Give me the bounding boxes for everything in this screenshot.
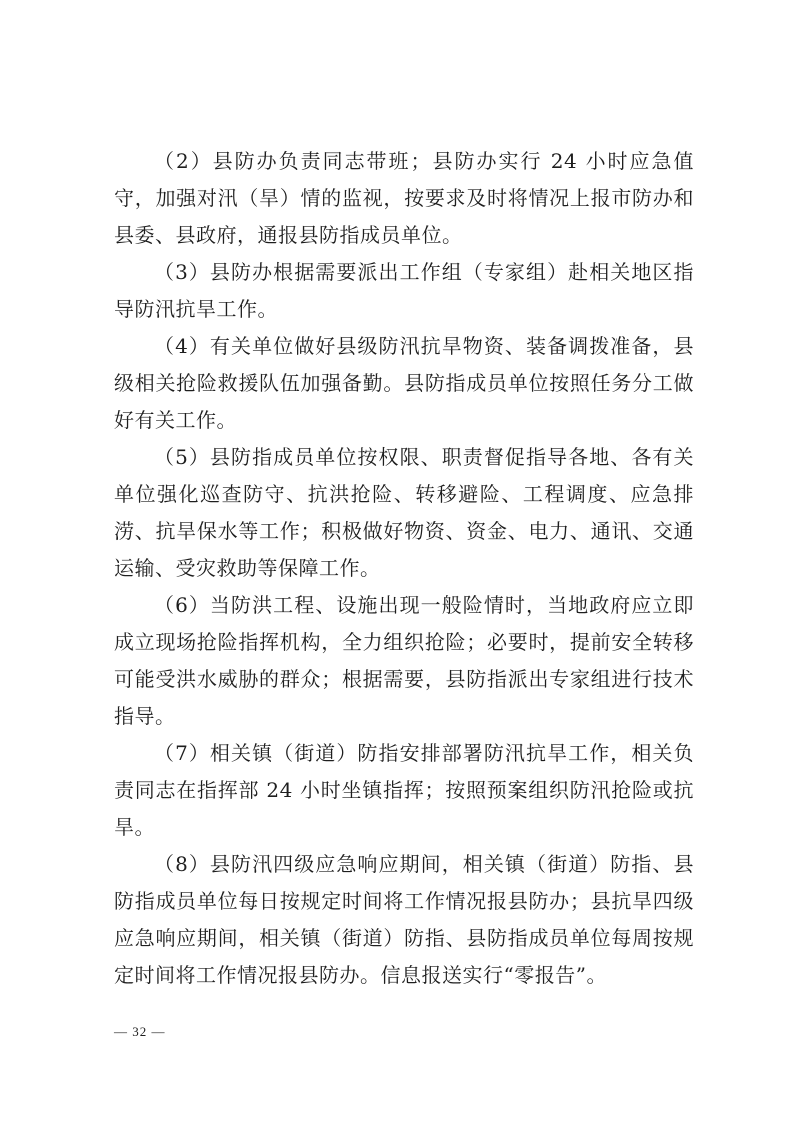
paragraph-item-7: （7）相关镇（街道）防指安排部署防汛抗旱工作，相关负责同志在指挥部 24 小时坐镇指挥；按照预案组织防汛抢险或抗旱。	[114, 741, 694, 839]
paragraph-item-8: （8）县防汛四级应急响应期间，相关镇（街道）防指、县防指成员单位每日按规定时间将工作情况报县防办；县抗旱四级应急响应期间，相关镇（街道）防指、县防指成员单位每周按规定时间将工作情况报县防办。信息报送实行“零报告”。	[114, 852, 694, 987]
paragraph-item-6: （6）当防洪工程、设施出现一般险情时，当地政府应立即成立现场抢险指挥机构，全力组织抢险；必要时，提前安全转移可能受洪水威胁的群众；根据需要，县防指派出专家组进行技术指导。	[114, 593, 694, 728]
paragraph-item-2: （2）县防办负责同志带班；县防办实行 24 小时应急值守，加强对汛（旱）情的监视，按要求及时将情况上报市防办和县委、县政府，通报县防指成员单位。	[114, 149, 694, 247]
paragraph-item-5: （5）县防指成员单位按权限、职责督促指导各地、各有关单位强化巡查防守、抗洪抢险、转移避险、工程调度、应急排涝、抗旱保水等工作；积极做好物资、资金、电力、通讯、交通运输、受灾救助等保障工作。	[114, 445, 694, 580]
paragraph-item-3: （3）县防办根据需要派出工作组（专家组）赴相关地区指导防汛抗旱工作。	[114, 260, 694, 321]
page-number: — 32 —	[114, 1024, 166, 1039]
document-body	[114, 143, 694, 994]
paragraph-item-4: （4）有关单位做好县级防汛抗旱物资、装备调拨准备，县级相关抢险救援队伍加强备勤。县防指成员单位按照任务分工做好有关工作。	[114, 334, 694, 432]
